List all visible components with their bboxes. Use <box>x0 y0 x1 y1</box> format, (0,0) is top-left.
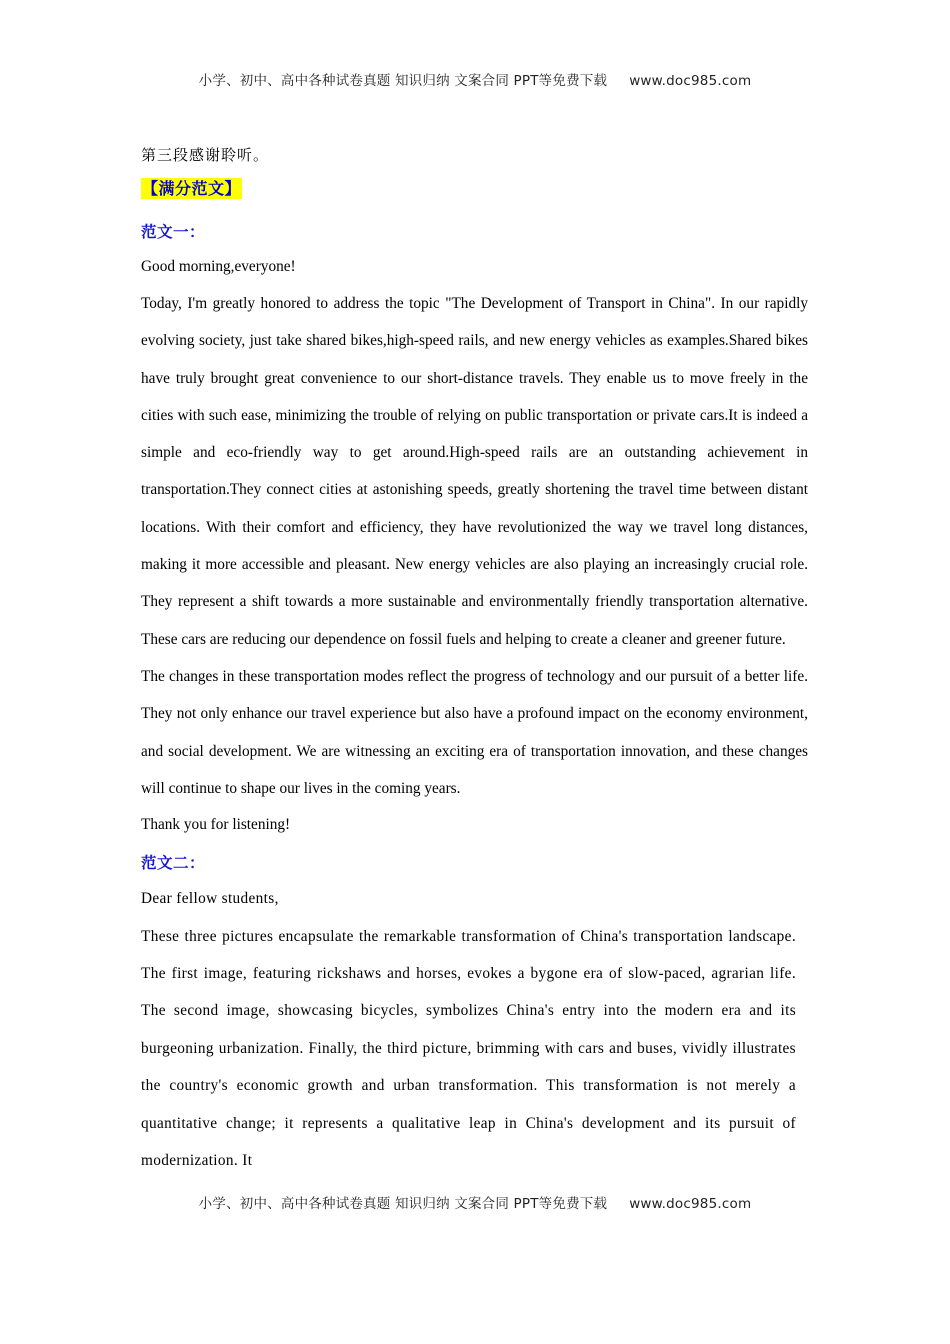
footer-watermark <box>0 1192 950 1212</box>
essay-two <box>141 850 808 1179</box>
essay-one-salutation: Good morning,everyone! <box>141 258 296 275</box>
essay-one <box>141 219 808 843</box>
header-watermark-url: www.doc985.com <box>629 73 752 89</box>
intro-line: 第三段感谢聆听。 <box>141 146 270 164</box>
footer-watermark-chinese: 小学、初中、高中各种试卷真题 知识归纳 文案合同 PPT等免费下载 <box>198 1196 608 1212</box>
essay-two-label: 范文二： <box>141 854 206 873</box>
header-watermark <box>0 69 950 89</box>
section-title <box>141 176 808 203</box>
header-watermark-chinese: 小学、初中、高中各种试卷真题 知识归纳 文案合同 PPT等免费下载 <box>198 73 608 89</box>
essay-two-salutation: Dear fellow students, <box>141 890 279 908</box>
footer-watermark-url: www.doc985.com <box>629 1196 752 1212</box>
document-content <box>141 140 808 1179</box>
essay-two-paragraph-1: These three pictures encapsulate the remarkable transformation of China's transportation landscape. The first image, featuring rickshaws and horses, evokes a bygone era of slow-paced, agrarian life. The second image, showcasing bicycles, symbolizes China's entry into the modern era and its burgeoning urbanization. Finally, the third picture, brimming with cars and buses, vividly illustrates the country's economic growth and urban transformation. This transformation is not merely a quantitative change; it represents a qualitative leap in China's development and its pursuit of modernization. It <box>141 927 796 1169</box>
essay-one-paragraph-1: Today, I'm greatly honored to address the topic "The Development of Transport in China". In our rapidly evolving society, just take shared bikes,high-speed rails, and new energy vehicles as examples.Shared bikes have truly brought great convenience to our short-distance travels. They enable us to move freely in the cities with such ease, minimizing the trouble of relying on public transportation or private cars.It is indeed a simple and eco-friendly way to get around.High-speed rails are an outstanding achievement in transportation.They connect cities at astonishing speeds, greatly shortening the travel time between distant locations. With their comfort and efficiency, they have revolutionized the way we travel long distances, making it more accessible and pleasant. New energy vehicles are also playing an increasingly crucial role. They represent a shift towards a more sustainable and environmentally friendly transportation alternative. These cars are reducing our dependence on fossil fuels and helping to create a cleaner and greener future. <box>141 295 808 648</box>
essay-one-paragraph-2: The changes in these transportation modes reflect the progress of technology and our pursuit of a better life. They not only enhance our travel experience but also have a profound impact on the economy environment, and social development. We are witnessing an exciting era of transportation innovation, and these changes will continue to shape our lives in the coming years. <box>141 667 808 797</box>
section-title-highlight: 【满分范文】 <box>142 179 242 198</box>
essay-one-label: 范文一： <box>141 223 206 241</box>
essay-one-closing: Thank you for listening! <box>141 816 291 834</box>
essay-gap <box>141 843 808 850</box>
